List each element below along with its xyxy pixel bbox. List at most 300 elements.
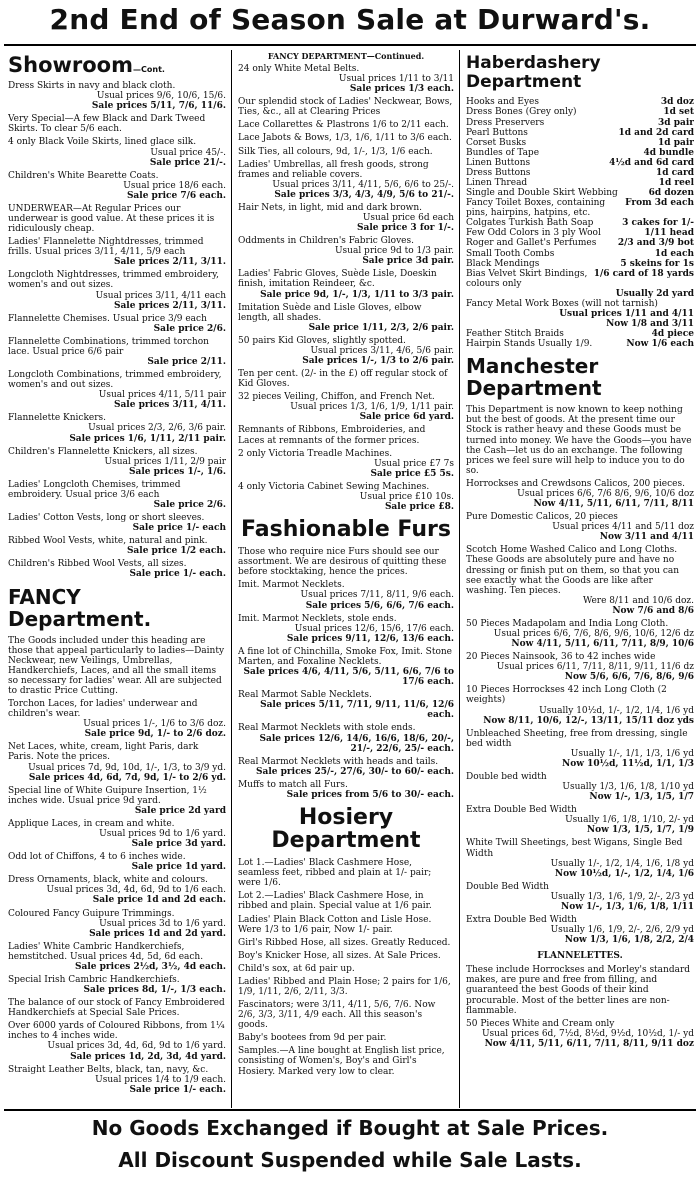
footer-notice-discount: All Discount Suspended while Sale Lasts. — [118, 1148, 582, 1172]
list-item — [8, 852, 226, 872]
flannelettes-heading: FLANNELETTES. — [537, 951, 623, 962]
fancy-continued-list — [238, 64, 454, 512]
list-item — [466, 512, 694, 542]
row-price: Now 1/8 and 3/11 — [606, 319, 694, 330]
item-description: Fascinators; were 3/11, 4/11, 5/6, 7/6. Now 2/6, 3/3, 3/11, 4/9 each. All this season's goods. — [238, 1000, 436, 1031]
list-item — [8, 314, 226, 334]
row-price — [690, 299, 694, 309]
item-price: Sale prices from 5/6 to 30/- each. — [286, 789, 454, 800]
haberdashery-row — [466, 339, 694, 349]
list-item — [238, 891, 454, 911]
item-description: Girl's Ribbed Hose, all sizes. Greatly Reduced. — [238, 937, 451, 948]
item-description: 10 Pieces Horrockses 42 inch Long Cloth (2 weights) — [466, 685, 667, 706]
list-item — [466, 772, 694, 802]
list-item — [466, 915, 694, 945]
item-price: Now 4/11, 5/11, 6/11, 7/11, 8/9, 10/6 — [511, 639, 694, 650]
list-item — [8, 909, 226, 939]
column-3 — [466, 52, 694, 1108]
list-item — [238, 203, 454, 233]
item-price: Were 8/11 and 10/6 doz. — [582, 595, 694, 606]
list-item — [238, 964, 454, 974]
row-label: Linen Thread — [466, 178, 528, 188]
item-description: Imitation Suède and Lisle Gloves, elbow length, all shades. — [238, 302, 422, 323]
item-description: Muffs to match all Furs. — [238, 779, 348, 790]
haberdashery-heading: Haberdashery Department — [466, 53, 601, 92]
item-description: Real Marmot Necklets with heads and tails. — [238, 756, 439, 767]
row-label: Dress Preservers — [466, 117, 545, 128]
row-label: Bias Velvet Skirt Bindings, colours only — [466, 268, 588, 289]
item-description: Special line of White Guipure Insertion, 1½ inches wide. Usual price 9d yard. — [8, 785, 207, 806]
item-price: Sale prices 4/6, 4/11, 5/6, 5/11, 6/6, 7/6 to 17/6 each. — [243, 667, 454, 688]
manchester-heading: Manchester Department — [466, 354, 602, 401]
manchester-list — [466, 479, 694, 945]
hosiery-heading: Hosiery Department — [271, 804, 421, 854]
list-item — [8, 413, 226, 443]
item-description: Unbleached Sheeting, free from dressing, single bed width — [466, 728, 688, 749]
item-description: Our splendid stock of Ladies' Neckwear, Bows, Ties, &c., all at Clearing Prices — [238, 97, 453, 118]
item-description: Ten per cent. (2/- in the £) off regular stock of Kid Gloves. — [238, 369, 448, 390]
item-price: Sale price 1/- each. — [129, 569, 226, 580]
fancy-heading: FANCY Department. — [8, 584, 152, 631]
list-item — [238, 858, 454, 888]
list-item — [238, 614, 454, 644]
item-price: Usually 1/3, 1/6, 1/8, 1/10 yd — [562, 782, 694, 793]
item-description: White Twill Sheetings, best Wigans, Single Bed Width — [466, 838, 683, 859]
item-price: Sale prices 5/11, 7/6, 11/6. — [91, 101, 226, 112]
item-price: Usual price £10 10s. — [359, 491, 454, 502]
item-price: Usual prices 3/11, 4/11, 5/6, 6/6 to 25/-. — [272, 179, 454, 190]
item-price: Usual prices 3d, 4d, 6d, 9d to 1/6 each. — [46, 885, 226, 896]
item-description: A fine lot of Chinchilla, Smoke Fox, Imit. Stone Marten, and Foxaline Necklets. — [238, 646, 453, 667]
item-description: Double Bed Width — [466, 881, 549, 892]
item-price: Now 3/11 and 4/11 — [599, 532, 694, 543]
row-price: 1d and 2d card — [618, 127, 694, 138]
item-price: Usual prices 9/6, 10/6, 15/6. — [96, 91, 226, 102]
item-price: Sale prices 1d, 2d, 3d, 4d yard. — [70, 1051, 226, 1062]
item-price: Now 7/6 and 8/6 — [612, 605, 694, 616]
list-item — [238, 133, 454, 143]
haberdashery-list — [466, 97, 694, 349]
item-price: Sale prices 1/-, 1/6. — [129, 466, 226, 477]
list-item — [8, 998, 226, 1018]
list-item — [8, 237, 226, 267]
item-description: Real Marmot Sable Necklets. — [238, 690, 372, 701]
item-description: Silk Ties, all colours, 9d, 1/-, 1/3, 1/6 each. — [238, 146, 433, 157]
haberdashery-row — [466, 198, 694, 218]
item-description: Flannelette Combinations, trimmed torchon lace. Usual price 6/6 pair — [8, 336, 209, 357]
list-item — [8, 742, 226, 782]
item-description: Child's sox, at 6d pair up. — [238, 963, 355, 974]
list-item — [238, 1033, 454, 1043]
row-label: Feather Stitch Braids — [466, 329, 564, 340]
item-description: Lot 2.—Ladies' Black Cashmere Hose, in ribbed and plain. Special value at 1/6 pair. — [238, 891, 432, 912]
list-item — [466, 838, 694, 878]
list-item — [466, 545, 694, 616]
row-label: Hairpin Stands Usually 1/9. — [466, 339, 593, 350]
list-item — [8, 114, 226, 134]
item-description: Odd lot of Chiffons, 4 to 6 inches wide. — [8, 852, 186, 863]
row-label: Small Tooth Combs — [466, 248, 555, 259]
row-price: 2/3 and 3/9 bot — [617, 238, 694, 249]
column-divider-1 — [231, 50, 232, 1108]
item-description: 20 Pieces Nainsook, 36 to 42 inches wide — [466, 652, 656, 663]
item-price: Now 10½d, 11½d, 1/1, 1/3 — [562, 758, 694, 769]
item-price: Sale price 7/6 each. — [126, 190, 226, 201]
row-label: Fancy Toilet Boxes, containing pins, hairpins, hatpins, etc. — [466, 198, 606, 219]
row-label: Pearl Buttons — [466, 127, 528, 138]
item-price: Sale prices 8d, 1/-, 1/3 each. — [83, 985, 226, 996]
showroom-list — [8, 81, 226, 580]
fancy-list — [8, 699, 226, 1095]
item-price: Usual price 9d to 1/3 pair. — [334, 246, 454, 257]
list-item — [8, 81, 226, 111]
row-price: 3 cakes for 1/- — [622, 218, 694, 229]
column-1 — [8, 52, 226, 1108]
row-price: 4d piece — [651, 329, 694, 340]
list-item — [8, 480, 226, 510]
item-price: Usual prices 7d, 9d, 10d, 1/-, 1/3, to 3/9 yd. — [28, 762, 226, 773]
haberdashery-row — [466, 329, 694, 339]
haberdashery-row — [466, 228, 694, 238]
item-description: Scotch Home Washed Calico and Long Cloths. These Goods are absolutely pure and have no dressing or finish put on them, so that you can see exactly what the Goods are like after washing. Ten pieces. — [466, 545, 680, 596]
item-price: Usual prices 6/11, 7/11, 8/11, 9/11, 11/6 dz — [496, 662, 694, 673]
haberdashery-row — [466, 188, 694, 198]
row-label: Dress Bones (Grey only) — [466, 107, 577, 118]
haberdashery-row — [466, 289, 694, 299]
item-price: Sale price 3d yard. — [131, 839, 226, 850]
list-item — [238, 392, 454, 422]
item-price: Sale prices 1/6, 1/11, 2/11 pair. — [69, 433, 226, 444]
item-description: 50 Pieces White and Cream only — [466, 1018, 615, 1029]
column-divider-2 — [459, 50, 460, 1108]
item-price: Sale prices 12/6, 14/6, 16/6, 18/6, 20/-, 21/-, 22/6, 25/- each. — [259, 733, 454, 754]
list-item — [238, 120, 454, 130]
item-description: Imit. Marmot Necklets. — [238, 580, 345, 591]
row-label: Colgates Turkish Bath Soap — [466, 218, 594, 229]
item-price: Sale price 9d, 1/-, 1/3, 1/11 to 3/3 pair. — [260, 289, 454, 300]
list-item — [238, 236, 454, 266]
list-item — [238, 449, 454, 479]
list-item — [238, 915, 454, 935]
list-item — [8, 975, 226, 995]
list-item — [8, 270, 226, 310]
row-price: Usual prices 1/11 and 4/11 — [559, 309, 694, 320]
item-description: 50 Pieces Madapolam and India Long Cloth. — [466, 618, 669, 629]
item-description: 2 only Victoria Treadle Machines. — [238, 448, 393, 459]
item-price: Usual prices 1/3, 1/6, 1/9, 1/11 pair. — [290, 402, 454, 413]
item-price: Now 1/3, 1/6, 1/8, 2/2, 2/4 — [564, 935, 694, 946]
item-price: Usually 1/6, 1/8, 1/10, 2/- yd — [565, 815, 694, 826]
row-price: 3d doz — [660, 97, 694, 108]
list-item — [8, 942, 226, 972]
list-item — [466, 685, 694, 725]
showroom-title: Showroom — [8, 53, 133, 77]
item-price: Now 1/3, 1/5, 1/7, 1/9 — [586, 825, 694, 836]
row-price: 1/11 head — [644, 228, 694, 239]
item-price: Now 1/-, 1/3, 1/6, 1/8, 1/11 — [561, 901, 694, 912]
row-price: 1d pair — [658, 137, 694, 148]
item-price: Usual prices 4/11 and 5/11 doz — [552, 522, 694, 533]
furs-intro: Those who require nice Furs should see our assortment. We are desirous of quitting these before stocktaking, hence the prices. — [238, 547, 447, 578]
item-price: Usually 10½d, 1/-, 1/2, 1/4, 1/6 yd — [539, 705, 694, 716]
item-description: Pure Domestic Calicos, 20 pieces — [466, 512, 618, 523]
item-description: Baby's bootees from 9d per pair. — [238, 1033, 387, 1044]
item-description: Special Irish Cambric Handkerchiefs. — [8, 974, 180, 985]
item-price: Usual prices 3/11, 4/6, 5/6 pair. — [310, 345, 454, 356]
item-price: Sale price 1/11, 2/3, 2/6 pair. — [308, 322, 454, 333]
item-description: UNDERWEAR—At Regular Prices our underwear is good value. At these prices it is ridiculously cheap. — [8, 203, 215, 235]
list-item — [8, 699, 226, 739]
item-description: Ladies' Plain Black Cotton and Lisle Hose. Were 1/3 to 1/6 pair, Now 1/- pair. — [238, 914, 432, 935]
item-price: Sale price 2/6. — [153, 323, 226, 334]
item-description: Dress Ornaments, black, white and colours. — [8, 875, 208, 886]
furs-list — [238, 580, 454, 800]
list-item — [238, 425, 454, 445]
item-price: Sale price 1/- each — [132, 523, 226, 534]
item-price: Sale price 9d, 1/- to 2/6 doz. — [84, 729, 226, 740]
fancy-continued-heading: FANCY DEPARTMENT—Continued. — [267, 52, 425, 61]
row-price: Usually 2d yard — [615, 288, 694, 299]
item-description: Torchon Laces, for ladies' underwear and children's wear. — [8, 699, 198, 720]
haberdashery-row — [466, 178, 694, 188]
list-item — [8, 786, 226, 816]
item-description: Straight Leather Belts, black, tan, navy, &c. — [8, 1064, 209, 1075]
item-description: Children's White Bearette Coats. — [8, 170, 159, 181]
list-item — [238, 482, 454, 512]
item-price: Sale prices 25/-, 27/6, 30/- to 60/- each. — [256, 766, 454, 777]
row-label: Few Odd Colors in 3 ply Wool — [466, 228, 601, 239]
item-price: Sale price 21/-. — [149, 157, 226, 168]
item-price: Usual prices 12/6, 15/6, 17/6 each. — [294, 623, 454, 634]
row-label: Hooks and Eyes — [466, 97, 540, 108]
list-item — [8, 447, 226, 477]
item-price: Sale prices 2/11, 3/11. — [113, 257, 226, 268]
item-price: Now 1/-, 1/3, 1/5, 1/7 — [589, 792, 694, 803]
showroom-cont: —Cont. — [133, 65, 165, 74]
flannelettes-intro: These include Horrockses and Morley's standard makes, are pure and free from filling, and guaranteed the best Goods of their kind procurable. Most of the better lines are non-flammable. — [466, 965, 691, 1016]
row-label: Single and Double Skirt Webbing — [466, 188, 618, 199]
list-item — [238, 647, 454, 687]
item-description: Over 6000 yards of Coloured Ribbons, from 1¼ inches to 4 inches wide. — [8, 1021, 225, 1042]
item-price: Usually 1/3, 1/6, 1/9, 2/-, 2/3 yd — [550, 891, 694, 902]
list-item — [8, 1065, 226, 1095]
item-price: Sale price £5 5s. — [370, 468, 454, 479]
column-2 — [238, 52, 454, 1108]
row-price: 6d dozen — [648, 188, 694, 199]
haberdashery-row — [466, 299, 694, 309]
item-description: Children's Flannelette Knickers, all sizes. — [8, 446, 198, 457]
item-description: Extra Double Bed Width — [466, 805, 577, 816]
haberdashery-row — [466, 259, 694, 269]
list-item — [8, 819, 226, 849]
item-price: Sale prices 1d and 2d yard. — [89, 928, 226, 939]
list-item — [238, 269, 454, 299]
item-description: Remnants of Ribbons, Embroideries, and Laces at remnants of the former prices. — [238, 425, 426, 446]
list-item — [8, 513, 226, 533]
item-price: Usually 1/-, 1/2, 1/4, 1/6, 1/8 yd — [550, 858, 694, 869]
row-price: Now 1/6 each — [626, 339, 694, 350]
row-price: 1d reel — [658, 178, 694, 188]
list-item — [466, 729, 694, 769]
row-price: From 3d each — [625, 198, 694, 209]
item-description: Horrockses and Crewdsons Calicos, 200 pieces. — [466, 478, 685, 489]
item-description: Lot 1.—Ladies' Black Cashmere Hose, seamless feet, ribbed and plain at 1/- pair; were 1/6. — [238, 858, 432, 889]
list-item — [466, 479, 694, 509]
footer-notice-exchange: No Goods Exchanged if Bought at Sale Prices. — [91, 1116, 609, 1140]
item-description: Ladies' Longcloth Chemises, trimmed embroidery. Usual price 3/6 each — [8, 479, 181, 500]
row-label: Bundles of Tape — [466, 147, 540, 158]
item-price: Now 10½d, 1/-, 1/2, 1/4, 1/6 — [554, 868, 694, 879]
item-description: Lace Collarettes & Plastrons 1/6 to 2/11 each. — [238, 120, 449, 131]
fancy-intro: The Goods included under this heading are those that appeal particularly to ladies—Dainty Neckwear, new Veilings, Umbrellas, Handkerchiefs, Laces, and all the small items so necessary for ladies' wear. All are subjected to drastic Price Cutting. — [8, 635, 225, 696]
item-description: Samples.—A line bought at English list price, consisting of Women's, Boy's and Girl's Hosiery. Marked very low to clear. — [238, 1046, 445, 1077]
item-description: Ladies' Umbrellas, all fresh goods, strong frames and reliable covers. — [238, 159, 429, 180]
row-price: 1/6 card of 18 yards — [593, 268, 694, 279]
item-price: Usual price 18/6 each. — [123, 180, 226, 191]
list-item — [466, 882, 694, 912]
item-price: Sale price £8. — [384, 502, 454, 512]
list-item — [238, 147, 454, 157]
item-price: Sale prices 1/-, 1/3 to 2/6 pair. — [302, 355, 454, 366]
list-item — [238, 1000, 454, 1030]
row-price: 4d bundle — [643, 147, 694, 158]
page-title: 2nd End of Season Sale at Durward's. — [49, 3, 651, 36]
item-description: Ladies' Fabric Gloves, Suède Lisle, Doeskin finish, imitation Reindeer, &c. — [238, 269, 437, 290]
item-price: Usual prices 3d, 4d, 6d, 9d to 1/6 yard. — [47, 1041, 226, 1052]
list-item — [8, 204, 226, 234]
item-price: Usual prices 1/11, 2/9 pair — [104, 456, 226, 467]
row-price: 5 skeins for 1s — [620, 258, 694, 269]
item-price: Usual prices 2/3, 2/6, 3/6 pair. — [88, 423, 226, 434]
item-price: Sale prices 5/11, 7/11, 9/11, 11/6, 12/6 each. — [260, 700, 454, 721]
item-description: The balance of our stock of Fancy Embroidered Handkerchiefs at Special Sale Prices. — [8, 998, 225, 1019]
item-price: Usual prices 7/11, 8/11, 9/6 each. — [300, 590, 454, 601]
hosiery-list — [238, 858, 454, 1076]
item-price: Usually 1/-, 1/1, 1/3, 1/6 yd — [570, 748, 694, 759]
item-price: Sale prices 1/3 each. — [349, 84, 454, 95]
list-item — [238, 64, 454, 94]
item-price: Sale price 1/- each. — [129, 1084, 226, 1095]
top-rule — [4, 44, 696, 46]
item-price: Sale price 2/6. — [153, 500, 226, 511]
item-description: Oddments in Children's Fabric Gloves. — [238, 236, 414, 247]
item-description: Flannelette Chemises. Usual price 3/9 each — [8, 313, 207, 324]
item-description: Ladies' Ribbed and Plain Hose; 2 pairs for 1/6, 1/9, 1/11, 2/6, 2/11, 3/3. — [238, 976, 451, 998]
item-description: Double bed width — [466, 771, 547, 782]
list-item — [238, 757, 454, 777]
item-description: 4 only Victoria Cabinet Sewing Machines. — [238, 481, 430, 492]
item-price: Usually 1/6, 1/9, 2/-, 2/6, 2/9 yd — [550, 925, 694, 936]
row-label: Linen Buttons — [466, 157, 531, 168]
row-price: 1d card — [655, 167, 694, 178]
item-description: Boy's Knicker Hose, all sizes. At Sale Prices. — [238, 950, 441, 961]
haberdashery-row — [466, 107, 694, 117]
item-price: Usual price £7 7s — [374, 458, 454, 469]
item-price: Sale price 3 for 1/-. — [357, 223, 454, 234]
manchester-intro: This Department is now known to keep nothing but the best of goods. At the present time our Stock is rather heavy and these Goods must be turned into money. We have the Goods—you have the Cash—let us do an exchange. The following prices we feel sure will help to induce you to do so. — [466, 405, 692, 476]
list-item — [238, 690, 454, 720]
item-price: Sale price 1d and 2d each. — [92, 895, 226, 906]
item-description: Imit. Marmot Necklets, stole ends. — [238, 613, 397, 624]
item-description: Longcloth Nightdresses, trimmed embroidery, women's and out sizes. — [8, 270, 219, 291]
list-item — [238, 780, 454, 800]
row-label: Dress Buttons — [466, 167, 531, 178]
row-label: Fancy Metal Work Boxes (will not tarnish) — [466, 298, 658, 309]
item-description: Dress Skirts in navy and black cloth. — [8, 81, 176, 92]
row-label: Roger and Gallet's Perfumes — [466, 238, 597, 249]
row-price: 1d set — [663, 107, 694, 118]
item-description: Children's Ribbed Wool Vests, all sizes. — [8, 559, 187, 570]
item-description: Lace Jabots & Bows, 1/3, 1/6, 1/11 to 3/6 each. — [238, 133, 452, 144]
list-item — [238, 97, 454, 117]
list-item — [466, 619, 694, 649]
item-price: Sale price 1d yard. — [131, 862, 226, 873]
haberdashery-row — [466, 168, 694, 178]
list-item — [238, 1046, 454, 1076]
item-description: Very Special—A few Black and Dark Tweed Skirts. To clear 5/6 each. — [8, 114, 206, 135]
item-price: Usual prices 1/-, 1/6 to 3/6 doz. — [83, 719, 226, 730]
list-item — [8, 370, 226, 410]
list-item — [238, 303, 454, 333]
item-price: Usual prices 1/11 to 3/11 — [338, 74, 454, 85]
flannelettes-list — [466, 1019, 694, 1049]
list-item — [466, 652, 694, 682]
item-description: Real Marmot Necklets with stole ends. — [238, 723, 416, 734]
item-price: Sale price 1/2 each. — [126, 546, 226, 557]
list-item — [8, 171, 226, 201]
item-description: Ladies' Cotton Vests, long or short sleeves. — [8, 513, 205, 524]
item-description: 24 only White Metal Belts. — [238, 63, 360, 74]
list-item — [466, 1019, 694, 1049]
haberdashery-row — [466, 158, 694, 168]
item-price: Now 4/11, 5/11, 6/11, 7/11, 8/11, 9/11 doz — [484, 1038, 694, 1049]
list-item — [238, 723, 454, 753]
item-description: Longcloth Combinations, trimmed embroidery, women's and out sizes. — [8, 370, 222, 391]
item-description: 32 pieces Veiling, Chiffon, and French Net. — [238, 392, 435, 403]
item-price: Usual prices 6/6, 7/6, 8/6, 9/6, 10/6, 12/6 dz — [493, 628, 694, 639]
row-price: 4½d and 6d card — [609, 157, 694, 168]
item-price: Usual prices 6/6, 7/6 8/6, 9/6, 10/6 doz — [517, 488, 694, 499]
haberdashery-row — [466, 148, 694, 158]
item-price: Sale price 6d yard. — [359, 412, 454, 423]
row-price: 3d pair — [658, 117, 694, 128]
item-price: Now 5/6, 6/6, 7/6, 8/6, 9/6 — [564, 672, 694, 683]
item-price: Usual price 6d each — [362, 212, 454, 223]
item-price: Sale prices 2½d, 3½, 4d each. — [75, 961, 226, 972]
item-price: Usual prices 3/11, 4/11 each — [95, 290, 226, 301]
haberdashery-row — [466, 128, 694, 138]
list-item — [466, 805, 694, 835]
haberdashery-row — [466, 309, 694, 319]
item-price: Now 4/11, 5/11, 6/11, 7/11, 8/11 — [533, 499, 694, 510]
row-price: 1d each — [654, 248, 694, 259]
list-item — [238, 580, 454, 610]
item-description: Ribbed Wool Vests, white, natural and pink. — [8, 536, 208, 547]
item-description: Extra Double Bed Width — [466, 915, 577, 925]
list-item — [238, 977, 454, 997]
item-description: Net Laces, white, cream, light Paris, dark Paris. Note the prices. — [8, 742, 199, 763]
item-price: Sale price 2/11. — [147, 357, 226, 367]
list-item — [8, 337, 226, 367]
list-item — [8, 1021, 226, 1061]
item-price: Sale prices 9/11, 12/6, 13/6 each. — [286, 633, 454, 644]
item-price: Sale prices 2/11, 3/11. — [113, 300, 226, 311]
showroom-heading — [8, 54, 226, 76]
bottom-rule — [4, 1109, 696, 1111]
list-item — [8, 875, 226, 905]
list-item — [238, 938, 454, 948]
item-price: Sale prices 4d, 6d, 7d, 9d, 1/- to 2/6 yd. — [28, 772, 226, 783]
